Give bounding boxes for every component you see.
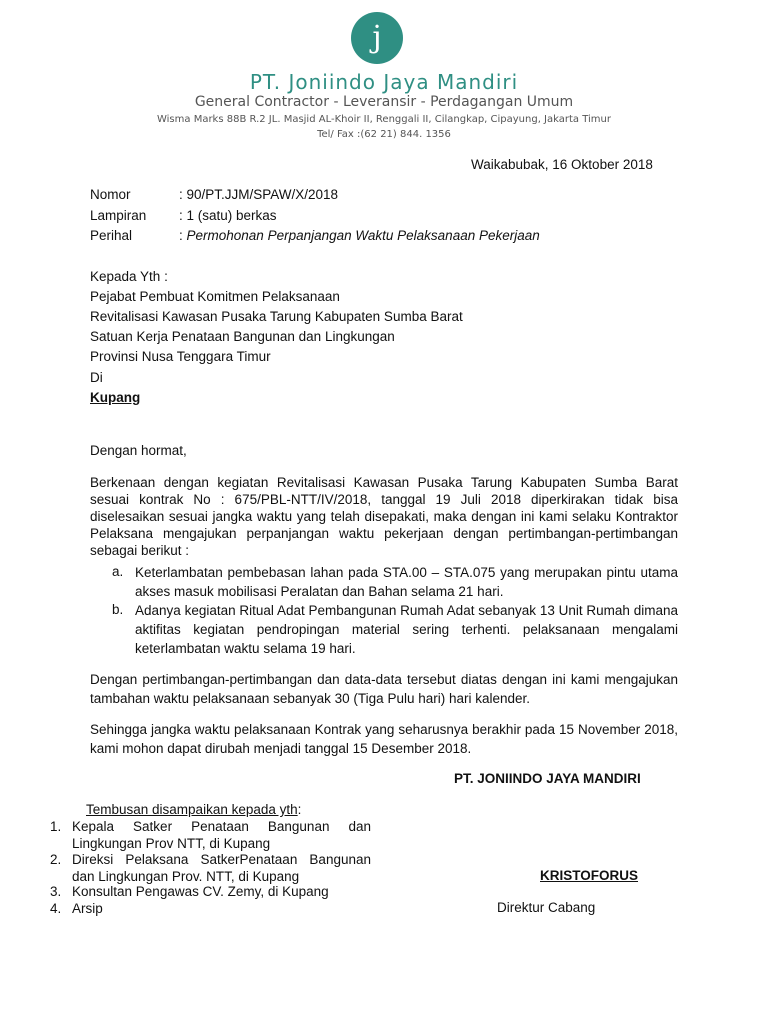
cc-item-4: Arsip: [72, 901, 103, 916]
signature-company: PT. JONIINDO JAYA MANDIRI: [454, 771, 641, 786]
recipient-city: Kupang: [90, 390, 141, 405]
cc-heading-colon: :: [297, 802, 302, 817]
cc-item-2: Direksi Pelaksana SatkerPenataan Bangunan dan Lingkungan Prov. NTT, di Kupang: [72, 852, 371, 884]
list-marker-a: a.: [112, 564, 124, 579]
cc-marker-2: 2.: [50, 852, 62, 867]
cc-item-1: Kepala Satker Penataan Bangunan dan Lingkungan Prov NTT, di Kupang: [72, 819, 371, 851]
cc-heading-text: Tembusan disampaikan kepada yth: [86, 802, 298, 817]
recipient-line: Revitalisasi Kawasan Pusaka Tarung Kabupaten Sumba Barat: [90, 309, 463, 324]
cc-marker-4: 4.: [50, 901, 62, 916]
meta-value-lampiran: : 1 (satu) berkas: [179, 208, 277, 223]
meta-label-nomor: Nomor: [90, 187, 131, 202]
logo-letter: j: [372, 20, 382, 55]
company-tagline: General Contractor - Leveransir - Perdagangan Umum: [194, 94, 574, 110]
company-logo: [351, 12, 403, 64]
recipient-to: Kepada Yth :: [90, 269, 168, 284]
list-marker-b: b.: [112, 602, 124, 617]
list-item-b: Adanya kegiatan Ritual Adat Pembangunan Rumah Adat sebanyak 13 Unit Rumah dimana aktifitas kegiatan pendropingan material sering terhenti. pelaksanaan mengalami keterlambatan waktu selama 19 hari.: [135, 603, 678, 656]
signatory-title: Direktur Cabang: [497, 900, 596, 915]
meta-colon-perihal: :: [179, 228, 187, 243]
body-paragraph-3: Sehingga jangka waktu pelaksanaan Kontrak yang seharusnya berakhir pada 15 November 2018, kami mohon dapat dirubah menjadi tanggal 15 Desember 2018.: [90, 722, 678, 756]
meta-label-lampiran: Lampiran: [90, 208, 147, 223]
cc-marker-3: 3.: [50, 884, 62, 899]
cc-marker-1: 1.: [50, 819, 62, 834]
cc-item-3: Konsultan Pengawas CV. Zemy, di Kupang: [72, 884, 329, 899]
recipient-line: Satuan Kerja Penataan Bangunan dan Lingkungan: [90, 329, 395, 344]
recipient-line: Provinsi Nusa Tenggara Timur: [90, 349, 271, 364]
recipient-line: Pejabat Pembuat Komitmen Pelaksanaan: [90, 289, 340, 304]
cc-heading: [86, 800, 301, 820]
salutation: Dengan hormat,: [90, 443, 187, 458]
meta-label-perihal: Perihal: [90, 228, 133, 243]
meta-value-nomor: : 90/PT.JJM/SPAW/X/2018: [179, 187, 339, 202]
signatory-name: KRISTOFORUS: [540, 868, 639, 883]
subject-text: Permohonan Perpanjangan Waktu Pelaksanaan Pekerjaan: [186, 228, 540, 243]
company-name: PT. Joniindo Jaya Mandiri: [249, 70, 519, 94]
body-paragraph-1: Berkenaan dengan kegiatan Revitalisasi Kawasan Pusaka Tarung Kabupaten Sumba Barat sesuai kontrak No : 675/PBL-NTT/IV/2018, tanggal 19 Juli 2018 diperkirakan tidak bisa diselesaikan sesuai jangka waktu yang telah disepakati, maka dengan ini kami selaku Kontraktor Pelaksana mengajukan perpanjangan waktu pekerjaan dengan pertimbangan-pertimbangan sebagai berikut :: [90, 475, 678, 558]
company-address: Wisma Marks 88B R.2 JL. Masjid AL-Khoir II, Renggali II, Cilangkap, Cipayung, Jakarta Timur: [156, 114, 611, 125]
place-date: Waikabubak, 16 Oktober 2018: [471, 157, 653, 172]
company-telfax: Tel/ Fax :(62 21) 844. 1356: [317, 129, 451, 140]
meta-value-perihal: [179, 226, 540, 246]
recipient-line: Di: [90, 370, 103, 385]
list-item-a: Keterlambatan pembebasan lahan pada STA.00 – STA.075 yang merupakan pintu utama akses masuk mobilisasi Peralatan dan Bahan selama 21 hari.: [135, 565, 678, 599]
body-paragraph-2: Dengan pertimbangan-pertimbangan dan data-data tersebut diatas dengan ini kami mengajukan tambahan waktu pelaksanaan sebanyak 30 (Tiga Pulu hari) hari kalender.: [90, 672, 678, 706]
